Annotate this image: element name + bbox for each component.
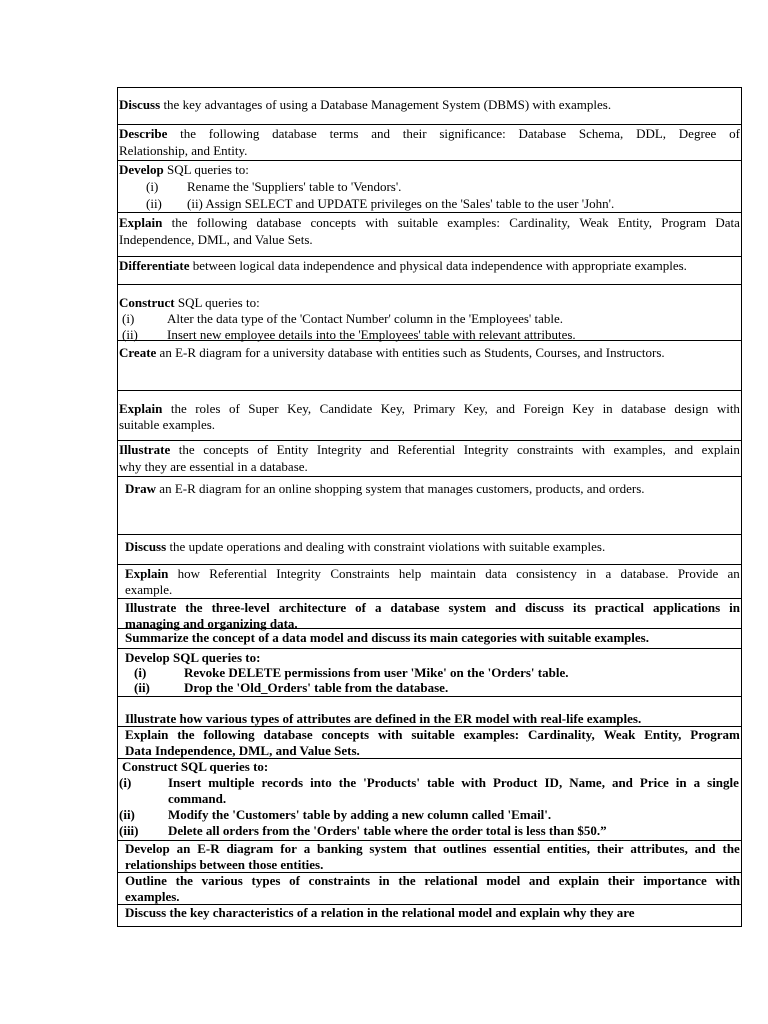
question-word: explain [558, 873, 600, 888]
question-word: discuss [524, 600, 564, 615]
question-word: Key, [463, 401, 488, 416]
question-word: Entity, [617, 215, 653, 230]
question-word: examples: [447, 215, 500, 230]
question-text [119, 401, 740, 417]
question-word: single [707, 775, 739, 790]
question-row [117, 391, 742, 441]
question-word: Entity [276, 442, 309, 457]
question-word: and [694, 841, 716, 856]
question-body: the key advantages of using a Database Management System (DBMS) with examples. [160, 97, 612, 112]
question-text [119, 97, 611, 113]
question-word: terms [329, 126, 359, 141]
question-word: constraints [308, 873, 371, 888]
question-word: that [413, 841, 437, 856]
question-word: database [256, 215, 302, 230]
question-row [117, 905, 742, 927]
question-verb: Draw [125, 481, 157, 496]
question-word: in [729, 600, 740, 615]
question-row [117, 727, 742, 759]
question-text: Develop SQL queries to: [125, 650, 261, 665]
question-word: the [177, 727, 195, 742]
question-word: an [176, 841, 191, 856]
question-word: Weak [603, 727, 636, 742]
question-word: banking [317, 841, 363, 856]
question-word: Key, [380, 401, 405, 416]
sub-item-text [168, 775, 739, 791]
question-word: 'Products' [363, 775, 420, 790]
question-word: of [729, 126, 740, 141]
question-word: Database [518, 126, 567, 141]
question-word: entities, [547, 841, 590, 856]
question-word: and [370, 442, 389, 457]
question-body: the update operations and dealing with constraint violations with suitable examples. [166, 539, 606, 554]
question-word [119, 442, 170, 458]
question-text [125, 841, 740, 857]
question-word: its [572, 600, 586, 615]
question-text [119, 126, 740, 142]
question-word: essential [493, 841, 541, 856]
question-text-cont: example. [125, 582, 173, 597]
question-word: the [178, 442, 195, 457]
sub-item-text: Modify the 'Customers' table by adding a new column called 'Email'. [168, 807, 552, 822]
question-row [117, 841, 742, 873]
question-word: Constraints [330, 566, 390, 581]
question-word: the [338, 775, 357, 790]
question-text: Illustrate how various types of attributes are defined in the ER model with real-life examples. [125, 711, 642, 726]
question-word: in [602, 401, 613, 416]
question-word: concepts [203, 442, 249, 457]
question-word: diagram [226, 841, 274, 856]
question-text-cont: Relationship, and Entity. [119, 143, 248, 158]
question-word: Cardinality, [527, 727, 595, 742]
question-word: of [289, 873, 300, 888]
question-word: constraints [516, 442, 574, 457]
question-word: in [378, 873, 390, 888]
question-word [119, 401, 162, 417]
question-word: Integrity [463, 442, 509, 457]
question-row [117, 873, 742, 905]
question-verb: Describe [119, 126, 168, 141]
question-verb: Develop [119, 162, 164, 177]
question-word: the [185, 600, 203, 615]
question-text [125, 539, 605, 555]
question-word: Referential [209, 566, 268, 581]
question-text-cont: suitable examples. [119, 417, 216, 432]
question-word: applications [652, 600, 721, 615]
question-word: examples, [613, 442, 666, 457]
question-verb: Create [119, 345, 157, 360]
sub-item-number: (ii) [122, 327, 138, 342]
question-word: DDL, [636, 126, 667, 141]
question-verb: Discuss [125, 539, 167, 554]
question-word [119, 126, 167, 142]
question-word: Program [690, 727, 740, 742]
question-row [117, 535, 742, 565]
question-word: system [448, 600, 487, 615]
question-text-cont: managing and organizing data. [125, 616, 298, 631]
question-text [119, 345, 665, 361]
question-word: Primary [413, 401, 456, 416]
question-text [119, 215, 740, 231]
question-row [117, 341, 742, 391]
question-text [125, 727, 740, 743]
sub-item-number: (ii) [146, 196, 162, 211]
question-word: concepts [321, 727, 370, 742]
question-verb: Illustrate [119, 442, 171, 457]
question-word: Product [492, 775, 538, 790]
question-row [117, 697, 742, 727]
question-word: Integrity [276, 566, 322, 581]
question-body: between logical data independence and physical data independence with appropriate examples. [189, 258, 687, 273]
question-word: maintain [430, 566, 476, 581]
question-verb: Construct [119, 295, 175, 310]
question-word: Price [639, 775, 669, 790]
question-word: table [426, 775, 455, 790]
question-word: of [228, 401, 240, 416]
sub-item-text: Drop the 'Old_Orders' table from the database. [184, 680, 449, 695]
question-word: database [272, 126, 317, 141]
question-word: Cardinality, [509, 215, 571, 230]
question-body: an E-R diagram for an online shopping system that manages customers, products, and orders. [156, 481, 645, 496]
question-word: examples: [463, 727, 520, 742]
sub-item-text: Rename the 'Suppliers' table to 'Vendors'. [187, 179, 402, 194]
question-verb: Explain [125, 566, 169, 581]
question-word: Key [572, 401, 595, 416]
question-word: data [485, 566, 507, 581]
question-row [117, 649, 742, 697]
question-word: ID, [544, 775, 563, 790]
sub-item-number: (iii) [119, 823, 139, 838]
question-word: Illustrate [125, 600, 177, 615]
question-row [117, 565, 742, 599]
question-word: records [261, 775, 304, 790]
sub-item-number: (ii) [134, 680, 150, 695]
question-word: suitable [397, 215, 439, 230]
question-word: in [586, 566, 597, 581]
question-row [117, 125, 742, 161]
question-word: the [398, 873, 416, 888]
question-row [117, 629, 742, 649]
question-word: Entity, [644, 727, 682, 742]
question-body: SQL queries to: [174, 295, 260, 310]
question-text-cont: Data Independence, DML, and Value Sets. [125, 743, 360, 758]
question-word: explain [701, 442, 740, 457]
question-text [119, 442, 740, 458]
question-word: help [398, 566, 422, 581]
question-word: Explain [125, 727, 169, 742]
question-text [125, 600, 740, 616]
question-word: architecture [278, 600, 347, 615]
question-word: attributes, [630, 841, 688, 856]
sub-item-text-cont: command. [168, 791, 227, 806]
question-word: the [722, 841, 740, 856]
question-word: an [727, 566, 740, 581]
question-body: SQL queries to: [163, 162, 249, 177]
question-verb: Explain [119, 401, 163, 416]
question-verb: Explain [119, 215, 163, 230]
question-word: how [177, 566, 201, 581]
question-word: Develop [125, 841, 170, 856]
question-word: into [310, 775, 332, 790]
question-word: the [170, 401, 187, 416]
question-row [117, 257, 742, 285]
question-word: a [605, 566, 612, 581]
question-word: Foreign [523, 401, 564, 416]
sub-item-text: Insert new employee details into the 'Employees' table with relevant attributes. [167, 327, 576, 342]
question-row [117, 213, 742, 257]
sub-item-text: Delete all orders from the 'Orders' table where the order total is less than $50.” [168, 823, 607, 838]
sub-item-number: (i) [119, 775, 132, 790]
question-row [117, 285, 742, 341]
question-word: Weak [579, 215, 609, 230]
question-word: various [201, 873, 243, 888]
question-word: database [263, 727, 313, 742]
question-text [119, 258, 687, 274]
question-text-cont: relationships between those entities. [125, 857, 324, 872]
question-word: Key, [287, 401, 312, 416]
question-text: Construct SQL queries to: [122, 759, 269, 774]
question-word: E-R [197, 841, 220, 856]
question-row [117, 441, 742, 477]
question-word: Referential [397, 442, 456, 457]
question-text [119, 295, 260, 311]
question-word: the [171, 215, 188, 230]
sub-item-number: (i) [122, 311, 135, 326]
question-word: their [402, 126, 427, 141]
question-word: significance: [439, 126, 506, 141]
question-word: a [303, 841, 311, 856]
question-row [117, 477, 742, 535]
question-word: and [495, 600, 516, 615]
question-word: a [374, 600, 382, 615]
question-row [117, 759, 742, 841]
sub-item-text: Revoke DELETE permissions from user 'Mike' on the 'Orders' table. [184, 665, 569, 680]
question-word: following [203, 727, 255, 742]
question-word: Program [661, 215, 707, 230]
question-word: importance [643, 873, 707, 888]
question-row [117, 87, 742, 125]
sub-item-number: (i) [146, 179, 159, 194]
question-text-cont: examples. [125, 889, 180, 904]
question-text: Summarize the concept of a data model and discuss its main categories with suitable examples. [125, 630, 649, 645]
question-word: with [461, 775, 486, 790]
question-word: outlines [443, 841, 487, 856]
question-word: Integrity [316, 442, 362, 457]
question-word: for [280, 841, 297, 856]
question-word: relational [424, 873, 478, 888]
question-word: three-level [211, 600, 270, 615]
question-word: following [208, 126, 260, 141]
question-verb: Differentiate [119, 258, 190, 273]
question-word: system [369, 841, 407, 856]
question-word: design [674, 401, 709, 416]
question-word: and [674, 442, 694, 457]
question-word: Insert [168, 775, 202, 790]
question-word: following [196, 215, 248, 230]
question-word: Super [248, 401, 279, 416]
question-word: Candidate [319, 401, 373, 416]
question-word: and [496, 401, 516, 416]
question-word: Name, [569, 775, 605, 790]
sub-item-number: (i) [134, 665, 147, 680]
question-word: database [390, 600, 440, 615]
question-word: consistency [516, 566, 577, 581]
question-row [117, 161, 742, 213]
question-text [119, 162, 249, 178]
question-word: with [581, 442, 605, 457]
question-word: suitable [411, 727, 455, 742]
question-word [125, 566, 168, 582]
question-word [119, 215, 162, 231]
sub-item-number: (ii) [119, 807, 135, 822]
question-text-cont: why they are essential in a database. [119, 459, 308, 474]
question-word: with [365, 215, 389, 230]
question-text [125, 566, 740, 582]
question-text: Discuss the key characteristics of a relation in the relational model and explain why they are [125, 905, 635, 920]
question-word: and [611, 775, 633, 790]
question-word: and [528, 873, 550, 888]
question-word: a [693, 775, 701, 790]
question-word: Degree [678, 126, 717, 141]
question-word: with [715, 873, 740, 888]
question-word: concepts [310, 215, 356, 230]
question-word: Schema, [578, 126, 624, 141]
question-word: the [175, 873, 193, 888]
question-row [117, 599, 742, 629]
question-word: database [621, 401, 666, 416]
question-word: types [251, 873, 281, 888]
question-word: database. [620, 566, 669, 581]
question-word: Provide [677, 566, 719, 581]
question-word: Data [715, 215, 740, 230]
question-word: and [371, 126, 391, 141]
question-word: with [716, 401, 740, 416]
question-text-cont: Independence, DML, and Value Sets. [119, 232, 313, 247]
question-text [125, 873, 740, 889]
question-verb: Discuss [119, 97, 161, 112]
question-word: the [180, 126, 197, 141]
sub-item-text: (ii) Assign SELECT and UPDATE privileges on the 'Sales' table to the user 'John'. [187, 196, 615, 211]
sub-item-text: Alter the data type of the 'Contact Number' column in the 'Employees' table. [167, 311, 564, 326]
question-word: of [257, 442, 269, 457]
question-word: with [377, 727, 403, 742]
question-word: of [355, 600, 366, 615]
question-word: practical [594, 600, 645, 615]
question-word: Outline [125, 873, 167, 888]
question-word: multiple [208, 775, 255, 790]
question-text [125, 481, 645, 497]
question-word: model [486, 873, 521, 888]
question-word: their [607, 873, 635, 888]
question-word: their [596, 841, 624, 856]
question-body: an E-R diagram for a university database with entities such as Students, Courses, and Instructors. [156, 345, 665, 360]
question-word: roles [195, 401, 221, 416]
question-word: in [675, 775, 687, 790]
